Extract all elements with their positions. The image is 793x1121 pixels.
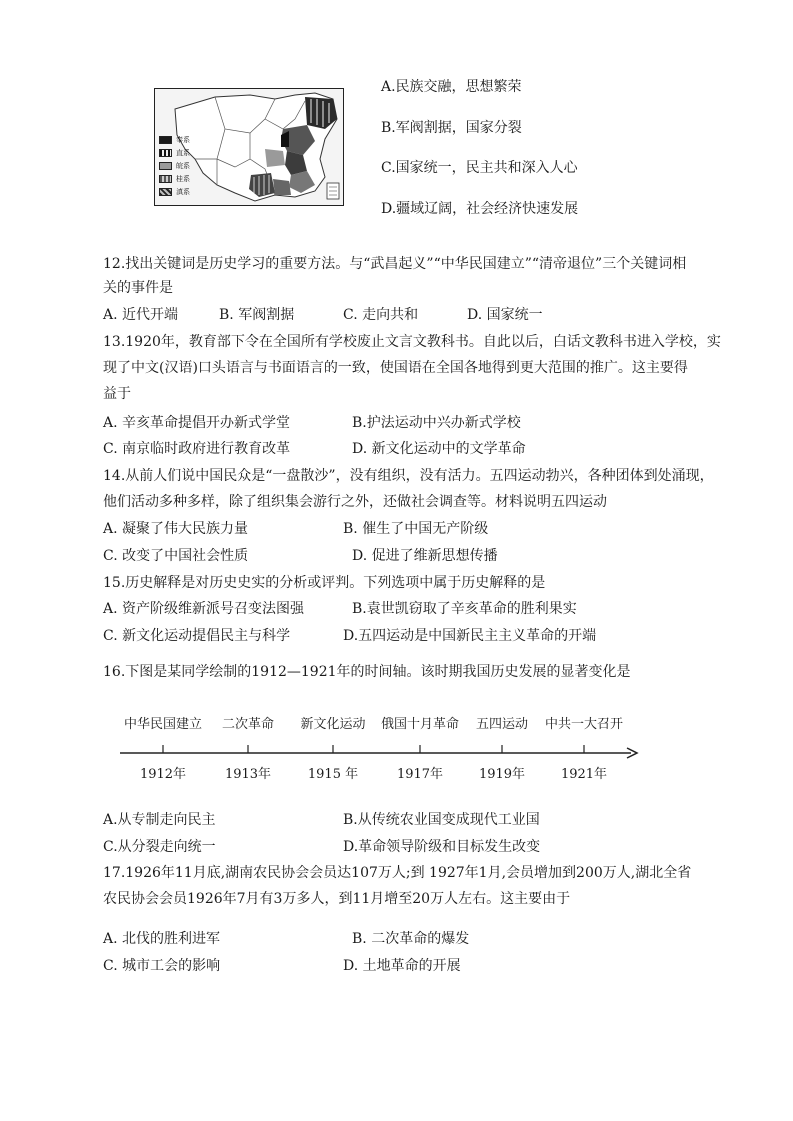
legend-label: 奉系 — [176, 136, 190, 144]
q14-option-d[interactable]: D. 促进了维新思想传播 — [352, 548, 498, 564]
timeline-year: 1917年 — [396, 767, 444, 782]
q13-option-a[interactable]: A. 辛亥革命提倡开办新式学堂 — [103, 415, 291, 431]
q14-option-b[interactable]: B. 催生了中国无产阶级 — [343, 521, 489, 537]
timeline-year: 1912年 — [139, 767, 187, 782]
legend-swatch — [159, 136, 172, 144]
q15-option-d[interactable]: D.五四运动是中国新民主主义革命的开端 — [343, 628, 597, 644]
legend-swatch — [159, 162, 172, 170]
q16-option-c[interactable]: C.从分裂走向统一 — [103, 839, 216, 855]
legend-item-zhixi — [159, 148, 190, 158]
q13-option-c[interactable]: C. 南京临时政府进行教育改革 — [103, 441, 291, 457]
q16-option-a[interactable]: A.从专制走向民主 — [103, 812, 216, 828]
q15-option-a[interactable]: A. 资产阶级维新派号召变法图强 — [103, 601, 305, 617]
q11-option-b[interactable]: B.军阀割据，国家分裂 — [381, 120, 522, 136]
legend-swatch — [159, 175, 172, 183]
timeline-1912-1921 — [115, 705, 645, 795]
q12-option-c[interactable]: C. 走向共和 — [343, 307, 419, 323]
q12-stem-line1: 12.找出关键词是历史学习的重要方法。与“武昌起义”“中华民国建立”“清帝退位”三个关键词相 — [103, 256, 687, 272]
timeline-year: 1919年 — [478, 767, 526, 782]
timeline-event: 二次革命 — [221, 717, 275, 732]
legend-swatch — [159, 188, 172, 196]
q17-option-d[interactable]: D. 土地革命的开展 — [343, 958, 461, 974]
q17-option-b[interactable]: B. 二次革命的爆发 — [352, 931, 470, 947]
timeline-event: 俄国十月革命 — [380, 717, 460, 732]
q14-stem-line2: 他们活动多种多样，除了组织集会游行之外，还做社会调查等。材料说明五四运动 — [103, 494, 607, 510]
legend-label: 滇系 — [176, 188, 190, 196]
timeline-event: 中华民国建立 — [123, 717, 203, 732]
legend-swatch — [159, 149, 172, 157]
q13-option-b[interactable]: B.护法运动中兴办新式学校 — [352, 415, 521, 431]
q15-stem-line1: 15.历史解释是对历史史实的分析或评判。下列选项中属于历史解释的是 — [103, 575, 546, 591]
q15-option-c[interactable]: C. 新文化运动提倡民主与科学 — [103, 628, 291, 644]
timeline-year: 1913年 — [224, 767, 272, 782]
q12-option-d[interactable]: D. 国家统一 — [467, 307, 543, 323]
q17-stem-line2: 农民协会会员1926年7月有3万多人，到11月增至20万人左右。这主要由于 — [103, 891, 571, 907]
timeline-year: 1915 年 — [307, 767, 359, 782]
legend-item-dianxi — [159, 187, 190, 197]
legend-label: 桂系 — [176, 175, 190, 183]
q13-stem-line1: 13.1920年，教育部下令在全国所有学校废止文言文教科书。自此以后，白话文教科书进入学校，实 — [103, 334, 721, 350]
q13-stem-line2: 现了中文(汉语)口头语言与书面语言的一致，使国语在全国各地得到更大范围的推广。这主要得 — [103, 360, 688, 376]
q16-option-d[interactable]: D.革命领导阶级和目标发生改变 — [343, 839, 541, 855]
q14-option-a[interactable]: A. 凝聚了伟大民族力量 — [103, 521, 249, 537]
q14-stem-line1: 14.从前人们说中国民众是“一盘散沙”，没有组织，没有活力。五四运动勃兴，各种团体到处涌现， — [103, 468, 714, 484]
q11-option-a[interactable]: A.民族交融，思想繁荣 — [381, 79, 522, 95]
timeline-event: 五四运动 — [475, 717, 529, 732]
legend-item-guixi — [159, 174, 190, 184]
timeline-event: 新文化运动 — [300, 717, 366, 732]
q16-stem-line1: 16.下图是某同学绘制的1912—1921年的时间轴。该时期我国历史发展的显著变化是 — [103, 664, 631, 680]
q13-option-d[interactable]: D. 新文化运动中的文学革命 — [352, 441, 526, 457]
q17-stem-line1: 17.1926年11月底,湖南农民协会会员达107万人;到 1927年1月,会员增加到200万人,湖北全省 — [103, 865, 692, 881]
warlord-map-figure — [154, 88, 344, 206]
legend-label: 皖系 — [176, 162, 190, 170]
q12-stem-line2: 关的事件是 — [103, 280, 173, 296]
timeline-event: 中共一大召开 — [544, 717, 624, 732]
q13-stem-line3: 益于 — [103, 386, 131, 402]
legend-item-fengxi — [159, 135, 190, 145]
legend-item-wanxi — [159, 161, 190, 171]
timeline-year: 1921年 — [560, 767, 608, 782]
q12-option-b[interactable]: B. 军阀割据 — [219, 307, 295, 323]
q12-option-a[interactable]: A. 近代开端 — [103, 307, 179, 323]
q17-option-a[interactable]: A. 北伐的胜利进军 — [103, 931, 221, 947]
q11-option-d[interactable]: D.疆域辽阔，社会经济快速发展 — [381, 201, 579, 217]
q16-option-b[interactable]: B.从传统农业国变成现代工业国 — [343, 812, 540, 828]
q15-option-b[interactable]: B.袁世凯窃取了辛亥革命的胜利果实 — [352, 601, 577, 617]
q14-option-c[interactable]: C. 改变了中国社会性质 — [103, 548, 249, 564]
q17-option-c[interactable]: C. 城市工会的影响 — [103, 958, 221, 974]
q11-option-c[interactable]: C.国家统一，民主共和深入人心 — [381, 160, 578, 176]
legend-label: 直系 — [176, 149, 190, 157]
